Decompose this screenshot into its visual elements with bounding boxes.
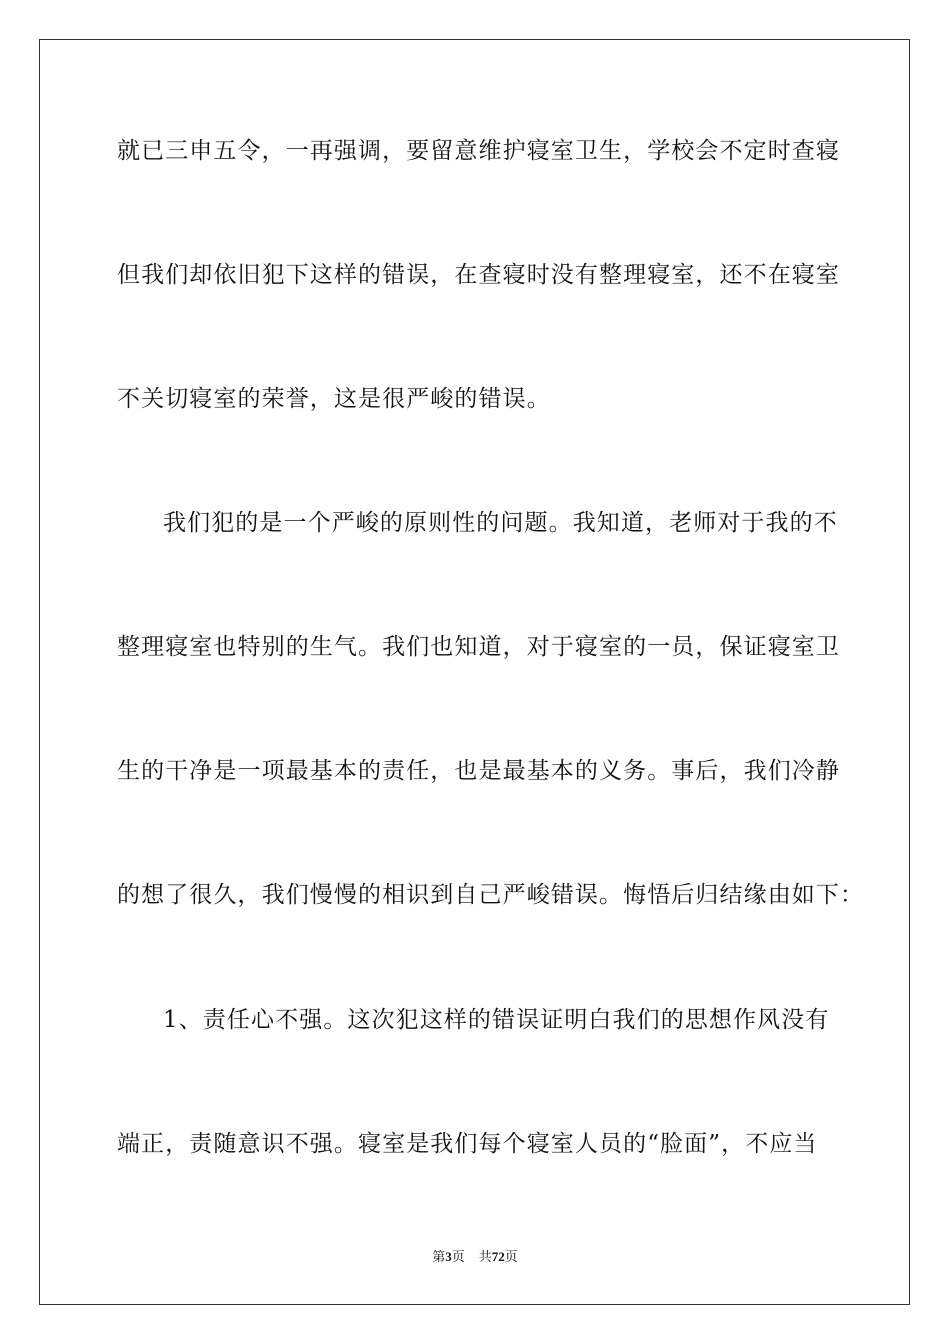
body-line-4: 我们犯的是一个严峻的原则性的问题。我知道，老师对于我的不 <box>163 510 838 536</box>
body-line-3: 不关切寝室的荣誉，这是很严峻的错误。 <box>117 386 551 412</box>
page-prefix: 第 <box>432 1250 446 1265</box>
page-footer <box>0 1248 950 1267</box>
page-suffix: 页 <box>451 1250 465 1265</box>
total-page-count: 72 <box>491 1249 505 1264</box>
body-line-6: 生的干净是一项最基本的责任，也是最基本的义务。事后，我们冷静 <box>117 758 840 784</box>
body-line-1: 就已三申五令，一再强调，要留意维护寝室卫生，学校会不定时查寝 <box>117 138 840 164</box>
body-line-8: 1、责任心不强。这次犯这样的错误证明白我们的思想作风没有 <box>163 1007 830 1033</box>
current-page-number: 3 <box>445 1249 452 1264</box>
body-line-7: 的想了很久，我们慢慢的相识到自己严峻错误。悔悟后归结缘由如下： <box>117 882 865 908</box>
page-border <box>39 39 910 1305</box>
body-line-5: 整理寝室也特别的生气。我们也知道，对于寝室的一员，保证寝室卫 <box>117 634 840 660</box>
body-line-2: 但我们却依旧犯下这样的错误，在查寝时没有整理寝室，还不在寝室 <box>117 262 840 288</box>
body-line-9: 端正，责随意识不强。寝室是我们每个寝室人员的“脸面”，不应当 <box>117 1131 818 1157</box>
total-suffix: 页 <box>504 1250 518 1265</box>
total-prefix: 共 <box>478 1250 492 1265</box>
